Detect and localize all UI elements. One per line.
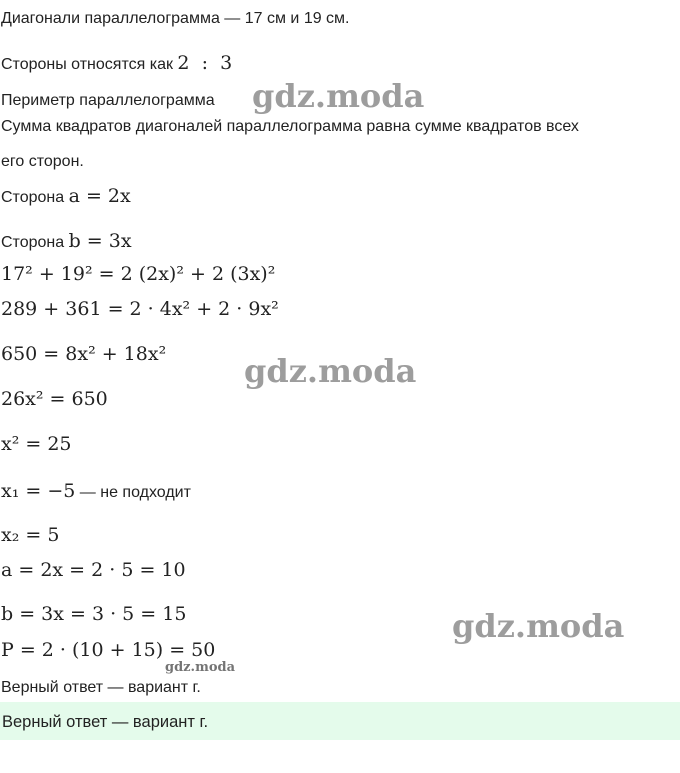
- statement-diagonals-text: Диагонали параллелограмма — 17 см и 19 см.: [1, 10, 350, 27]
- answer-box: [0, 702, 680, 740]
- statement-perimeter-text: Периметр параллелограмма: [1, 92, 215, 109]
- calc-b: [1, 604, 186, 626]
- answer-line: [1, 678, 201, 698]
- calc-b-formula: b = 3x = 3 · 5 = 15: [1, 603, 187, 625]
- statement-ratio-text: Стороны относятся как: [1, 56, 173, 73]
- watermark-1: gdz.moda: [252, 77, 425, 115]
- equation-3-formula: 650 = 8x² + 18x²: [1, 343, 167, 365]
- watermark-3: gdz.moda: [452, 607, 625, 645]
- equation-5-formula: x² = 25: [1, 433, 72, 455]
- equation-2: [1, 299, 279, 321]
- calc-a: [1, 560, 186, 582]
- statement-ratio-formula: 2 : 3: [177, 52, 233, 74]
- calc-perimeter-formula: P = 2 · (10 + 15) = 50: [1, 639, 216, 661]
- theorem-line-1-text: Сумма квадратов диагоналей параллелограмма равна сумме квадратов всех: [1, 118, 579, 135]
- side-b-formula: b = 3x: [68, 230, 132, 252]
- statement-diagonals: [1, 9, 350, 29]
- answer-box-text: Верный ответ — вариант г.: [2, 713, 209, 731]
- equation-2-formula: 289 + 361 = 2 · 4x² + 2 · 9x²: [1, 298, 279, 320]
- statement-ratio: [1, 53, 232, 75]
- equation-3: [1, 344, 166, 366]
- root-2: [1, 525, 59, 547]
- calc-perimeter: [1, 640, 215, 662]
- root-2-formula: x₂ = 5: [1, 524, 60, 546]
- watermark-4: gdz.moda: [165, 660, 236, 675]
- equation-5: [1, 434, 72, 456]
- side-b-label: Сторона: [1, 234, 65, 251]
- side-b: [1, 231, 132, 253]
- watermark-2: gdz.moda: [244, 352, 417, 390]
- theorem-line-2-text: его сторон.: [1, 153, 84, 170]
- side-a-label: Сторона: [1, 189, 65, 206]
- theorem-line-1: [1, 117, 579, 137]
- theorem-line-2: [1, 152, 84, 172]
- equation-4-formula: 26x² = 650: [1, 388, 108, 410]
- equation-4: [1, 389, 108, 411]
- calc-a-formula: a = 2x = 2 · 5 = 10: [1, 559, 186, 581]
- answer-line-text: Верный ответ — вариант г.: [1, 679, 201, 696]
- root-1-formula: x₁ = −5: [1, 480, 76, 502]
- equation-1: [1, 264, 275, 286]
- root-1-note: — не подходит: [79, 484, 191, 501]
- side-a-formula: a = 2x: [68, 185, 131, 207]
- statement-perimeter: [1, 91, 215, 111]
- root-1: [1, 481, 191, 503]
- side-a: [1, 186, 131, 208]
- equation-1-formula: 17² + 19² = 2 (2x)² + 2 (3x)²: [1, 263, 276, 285]
